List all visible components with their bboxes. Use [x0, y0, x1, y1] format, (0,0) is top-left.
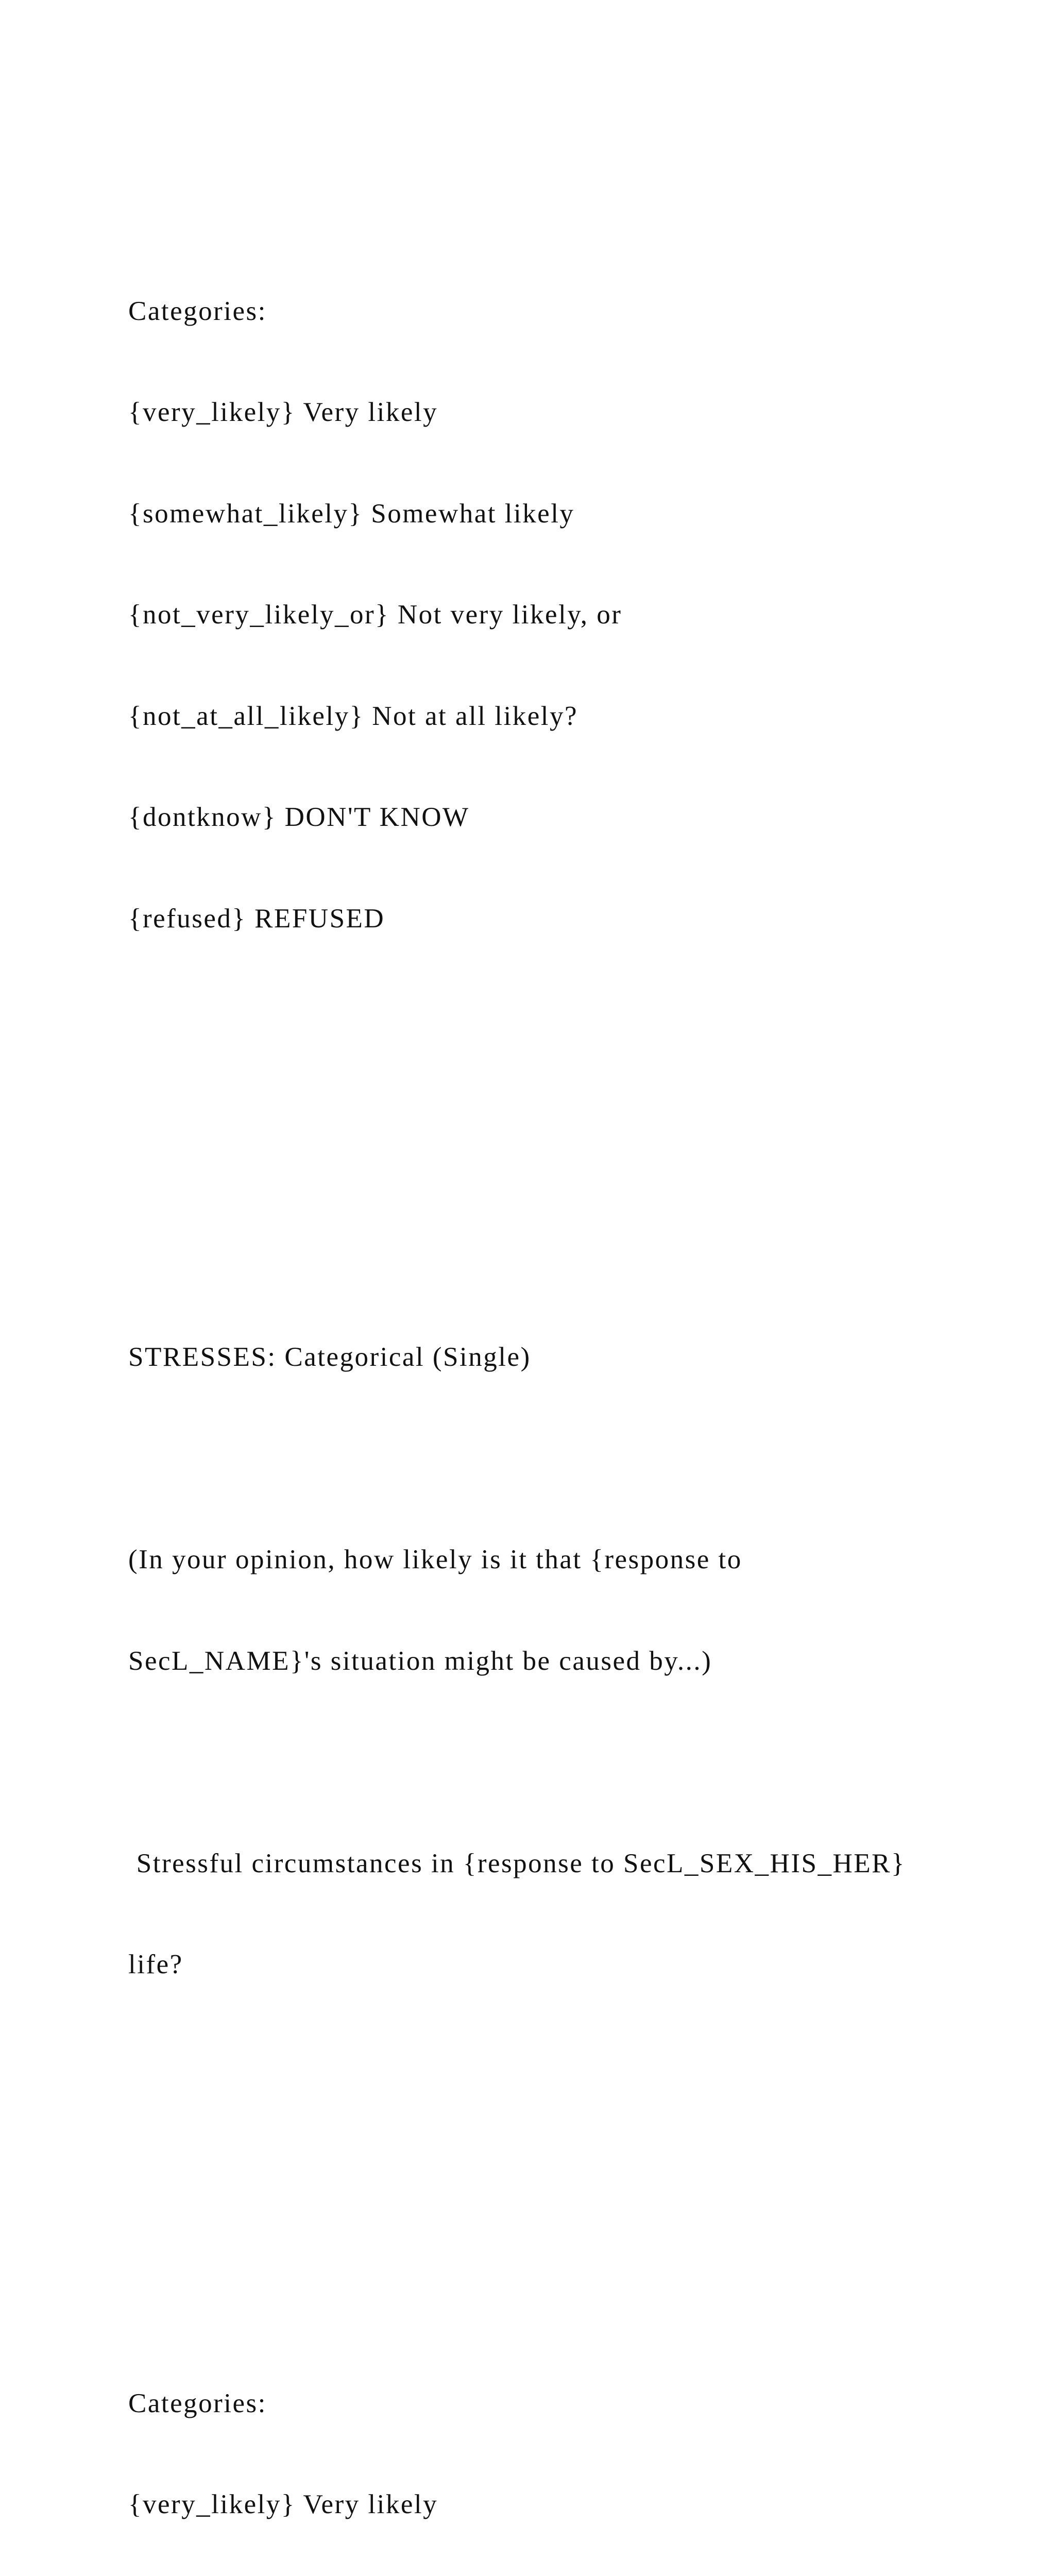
category-item: {very_likely} Very likely — [128, 2488, 942, 2522]
document-body — [128, 126, 942, 2576]
categories-block-2 — [128, 2319, 942, 2576]
question-title: STRESSES: Categorical (Single) — [128, 1341, 942, 1375]
category-item: {not_very_likely_or} Not very likely, or — [128, 598, 942, 632]
spacer — [128, 1105, 942, 1172]
category-item: {not_at_all_likely} Not at all likely? — [128, 700, 942, 734]
categories-heading: Categories: — [128, 2387, 942, 2421]
category-item: {dontknow} DON'T KNOW — [128, 801, 942, 835]
stresses-question — [128, 1273, 942, 2049]
question-prompt-line: SecL_NAME}'s situation might be caused by...) — [128, 1645, 942, 1679]
category-item: {refused} REFUSED — [128, 902, 942, 936]
question-text-line: Stressful circumstances in {response to SecL_SEX_HIS_HER} — [128, 1847, 942, 1881]
question-prompt-line: (In your opinion, how likely is it that {response to — [128, 1543, 942, 1577]
category-item: {somewhat_likely} Somewhat likely — [128, 497, 942, 531]
spacer — [128, 1442, 942, 1476]
categories-block-1 — [128, 227, 942, 1004]
spacer — [128, 1745, 942, 1780]
category-item: {very_likely} Very likely — [128, 396, 942, 430]
categories-heading: Categories: — [128, 295, 942, 329]
question-text-line: life? — [128, 1948, 942, 1982]
spacer — [128, 2150, 942, 2218]
